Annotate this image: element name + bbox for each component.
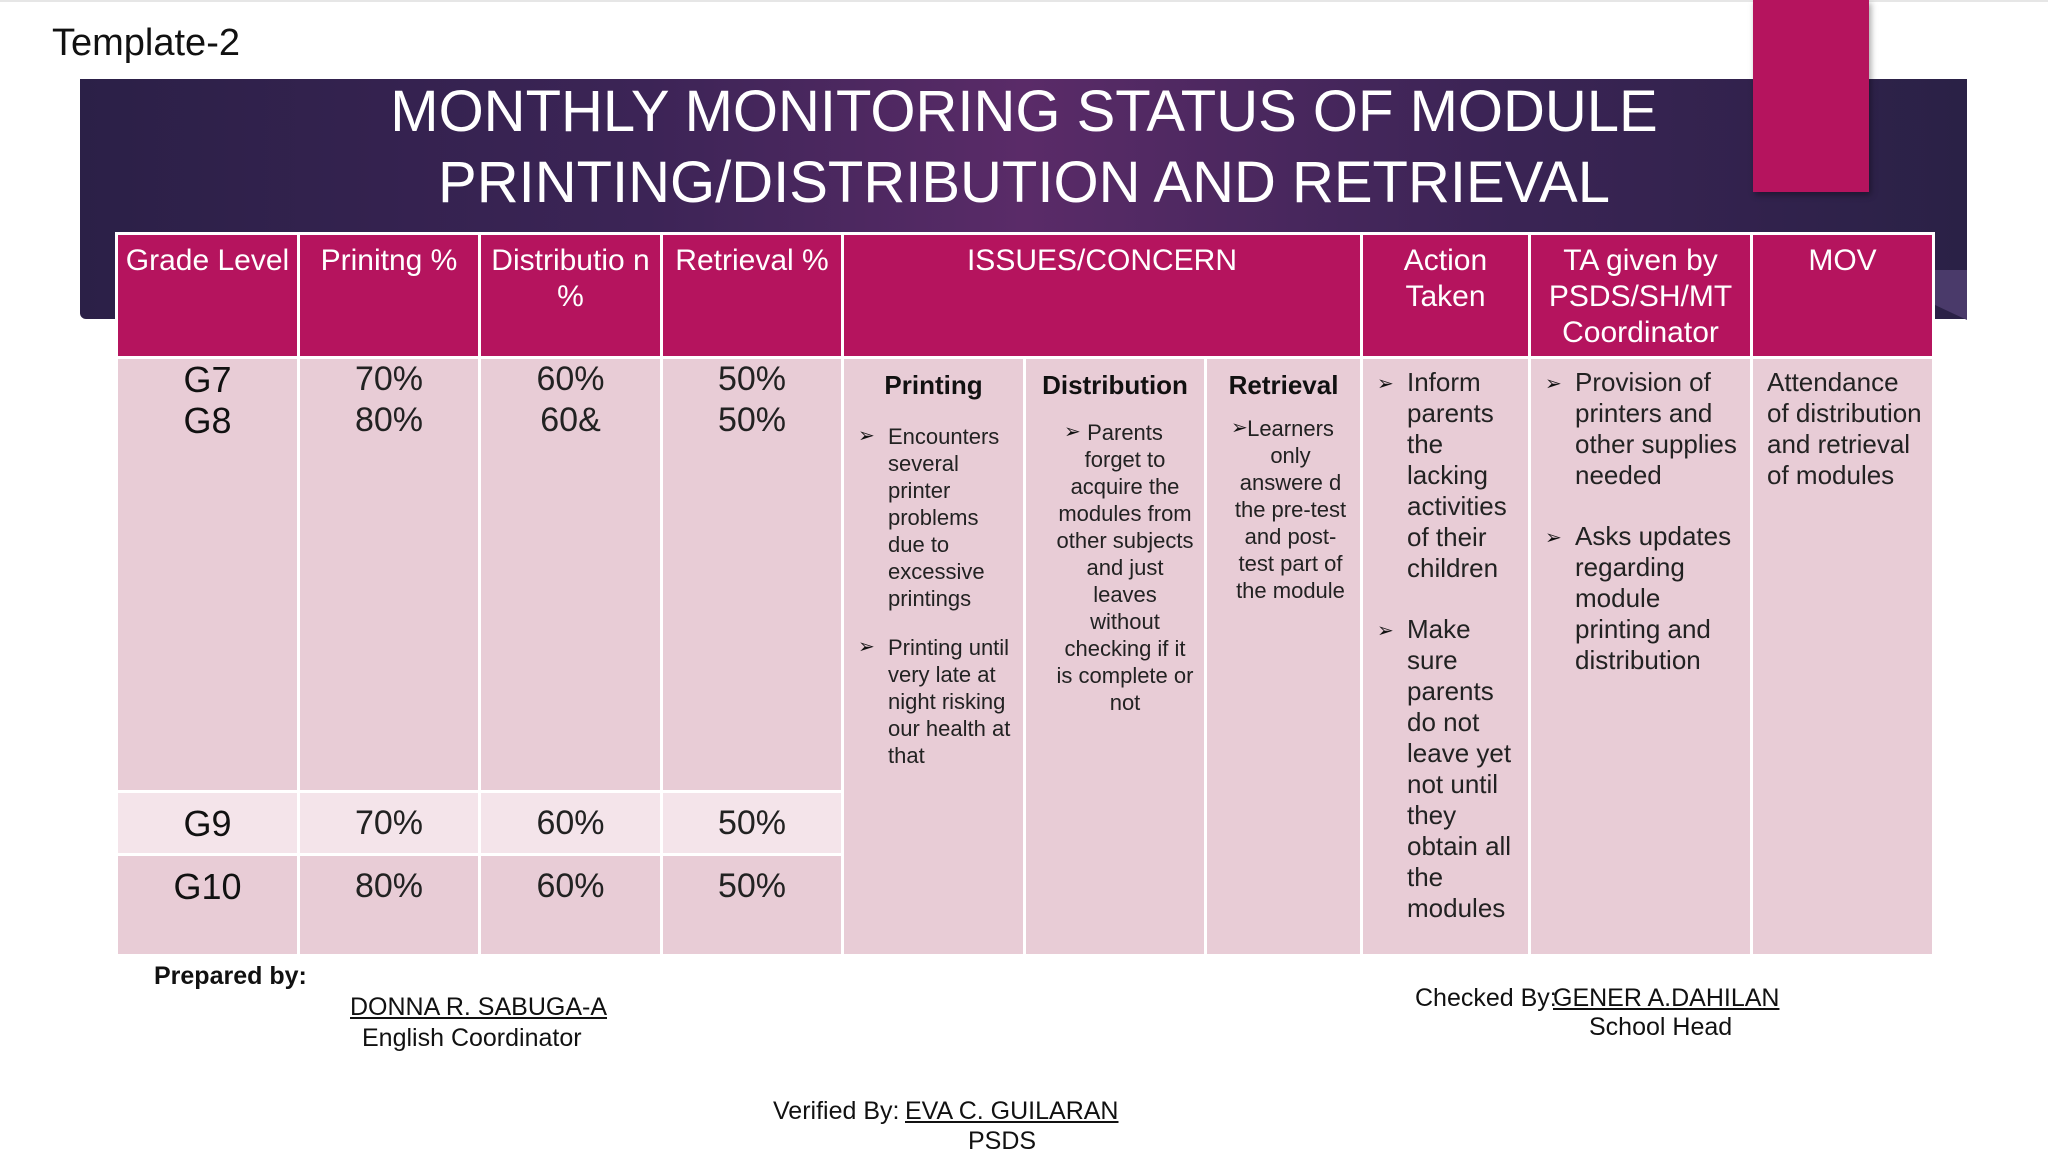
list-item: ➢ Make sure parents do not leave yet not until they obtain all the modules [1407,614,1522,924]
verified-by-title: PSDS [968,1127,1037,1155]
header-row [117,234,1934,358]
mov-text: Attendance of distribution and retrieval of modules [1767,367,1922,490]
retrieval-cell-g9: 50% [662,792,843,855]
checked-by-name: GENER A.DAHILAN [1553,984,1780,1012]
monitoring-table [115,232,1935,957]
distribution-value: 60& [540,401,601,439]
printing-value: 80% [354,401,424,439]
issues-retrieval-heading: Retrieval [1228,370,1339,400]
prepared-by-name: DONNA R. SABUGA-A [350,993,607,1021]
header-retrieval: Retrieval % [662,234,843,358]
grade-label: G8 [183,400,232,441]
issues-distribution-list [1026,401,1204,716]
issues-distribution-cell [1025,358,1206,956]
action-taken-cell [1362,358,1530,956]
list-item: ➢ Printing until very late at night risking our health at that [888,634,1013,769]
header-printing: Prinitng % [299,234,480,358]
mov-cell [1752,358,1934,956]
list-item: ➢ Provision of printers and other supplies needed [1575,367,1744,491]
checked-by-label: Checked By: [1415,984,1557,1012]
printing-value: 70% [354,360,424,398]
list-item: ➢ Learners only answere d the pre-test and post-test part of the module [1229,415,1352,604]
list-item: ➢ Encounters several printer problems due to excessive printings [888,423,1013,612]
issues-printing-cell [843,358,1025,956]
distribution-cell-g9: 60% [480,792,662,855]
prepared-by-title: English Coordinator [362,1024,582,1052]
retrieval-value: 50% [717,360,787,398]
header-grade-level: Grade Level [117,234,299,358]
verified-by-label: Verified By: [773,1097,900,1125]
prepared-by-label: Prepared by: [154,962,307,990]
page-title [160,76,1888,218]
distribution-cell-g10: 60% [480,854,662,955]
template-label: Template-2 [52,22,240,64]
header-mov: MOV [1752,234,1934,358]
list-item: ➢ Inform parents the lacking activities of their children [1407,367,1522,584]
printing-cell-g7-g8 [299,358,480,792]
issues-printing-heading: Printing [884,370,983,400]
retrieval-value: 50% [717,401,787,439]
ta-given-cell [1530,358,1752,956]
title-line-1: MONTHLY MONITORING STATUS OF MODULE [390,79,1658,144]
printing-cell-g9: 70% [299,792,480,855]
top-rule [0,0,2048,2]
title-line-2: PRINTING/DISTRIBUTION AND RETRIEVAL [438,150,1610,215]
retrieval-cell-g7-g8 [662,358,843,792]
table-row [117,358,1934,792]
issues-retrieval-cell [1206,358,1362,956]
issues-printing-list [844,423,1023,769]
list-item: ➢ Parents forget to acquire the modules from other subjects and just leaves without checking if it is complete or not [1056,419,1194,716]
header-ta-given: TA given by PSDS/SH/MT Coordinator [1530,234,1752,358]
verified-by-name: EVA C. GUILARAN [905,1097,1119,1125]
grade-cell-g9: G9 [117,792,299,855]
grade-cell-g7-g8 [117,358,299,792]
header-issues: ISSUES/CONCERN [843,234,1362,358]
ta-given-list [1531,359,1750,676]
header-action-taken: Action Taken [1362,234,1530,358]
retrieval-cell-g10: 50% [662,854,843,955]
issues-distribution-heading: Distribution [1042,370,1188,400]
printing-cell-g10: 80% [299,854,480,955]
list-item: ➢ Asks updates regarding module printing and distribution [1575,521,1744,676]
grade-label: G7 [183,359,232,400]
distribution-cell-g7-g8 [480,358,662,792]
action-taken-list [1363,359,1528,924]
checked-by-title: School Head [1589,1013,1733,1041]
issues-retrieval-list [1207,401,1360,604]
header-distribution: Distributio n % [480,234,662,358]
distribution-value: 60% [536,360,605,398]
grade-cell-g10: G10 [117,854,299,955]
